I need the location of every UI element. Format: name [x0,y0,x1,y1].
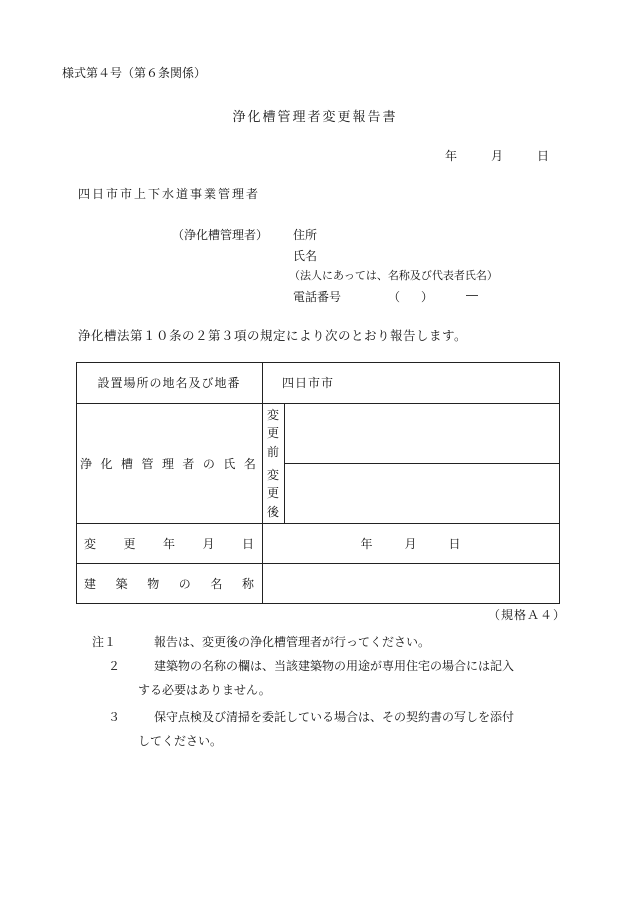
location-value: 四日市市 [282,376,335,390]
name-label: 氏名 [293,249,318,263]
label-char: 称 [241,576,254,591]
label-char: 築 [115,576,128,591]
label-char: 更 [266,426,279,441]
label-char: 変 [266,467,279,482]
date-month: 月 [404,536,417,551]
building-name-field[interactable] [263,564,559,603]
reporter-role: （浄化槽管理者） [172,228,269,242]
addressee: 四日市市上下水道事業管理者 [78,187,261,201]
after-change-label [262,465,284,521]
label-char: 後 [266,505,279,520]
note-text: 保守点検及び清掃を委託している場合は、その契約書の写しを添付 [154,710,515,724]
manager-name-label [80,403,256,523]
label-char: 月 [202,536,215,551]
label-char: 変 [84,536,97,551]
change-date-field[interactable] [262,523,559,563]
table-border-bottom [76,603,560,604]
building-name-label [84,563,254,603]
location-label: 設置場所の地名及び地番 [97,376,241,390]
label-char: 変 [266,407,279,422]
after-change-field[interactable] [285,464,559,523]
label-char: 名 [243,456,256,471]
label-char: 浄 [80,456,93,471]
address-label: 住所 [293,228,318,242]
form-label: 様式第４号（第６条関係） [62,66,207,80]
phone-open-paren: （ [388,290,401,304]
label-char: 更 [123,536,136,551]
label-char: 日 [241,536,254,551]
size-note: （規格Ａ４） [488,608,567,622]
date-month: 月 [491,149,504,163]
date-year: 年 [445,149,458,163]
before-change-field[interactable] [285,404,559,463]
label-char: 更 [266,486,279,501]
label-char: 氏 [223,456,236,471]
note-number: ３ [108,710,121,724]
label-char: 建 [84,576,97,591]
phone-dash: ― [466,288,478,302]
date-line [445,147,549,164]
note-number: ２ [108,659,121,673]
label-char: 名 [210,576,223,591]
note-number: 注１ [92,635,117,649]
label-char: 者 [182,456,195,471]
label-char: 槽 [120,456,133,471]
note-text: してください。 [138,734,223,748]
label-char: 化 [100,456,113,471]
date-day: 日 [537,149,550,163]
phone-close-paren: ） [421,290,434,304]
label-char: の [202,456,215,471]
label-char: 理 [161,456,174,471]
before-change-label [262,405,284,461]
document-title: 浄化槽管理者変更報告書 [232,110,398,125]
phone-label: 電話番号 [293,290,342,304]
intro-statement: 浄化槽法第１０条の２第３項の規定により次のとおり報告します。 [78,328,468,343]
corp-note: （法人にあっては、名称及び代表者氏名） [289,269,498,282]
label-char: 物 [147,576,160,591]
label-char: 前 [266,445,279,460]
table-border-right [559,362,560,603]
date-day: 日 [448,536,461,551]
note-text: する必要はありません。 [138,683,271,697]
note-text: 報告は、変更後の浄化槽管理者が行ってください。 [154,635,431,649]
label-char: の [178,576,191,591]
label-char: 管 [141,456,154,471]
date-year: 年 [360,536,373,551]
note-text: 建築物の名称の欄は、当該建築物の用途が専用住宅の場合には記入 [154,659,515,673]
label-char: 年 [162,536,175,551]
change-date-label [84,523,254,563]
